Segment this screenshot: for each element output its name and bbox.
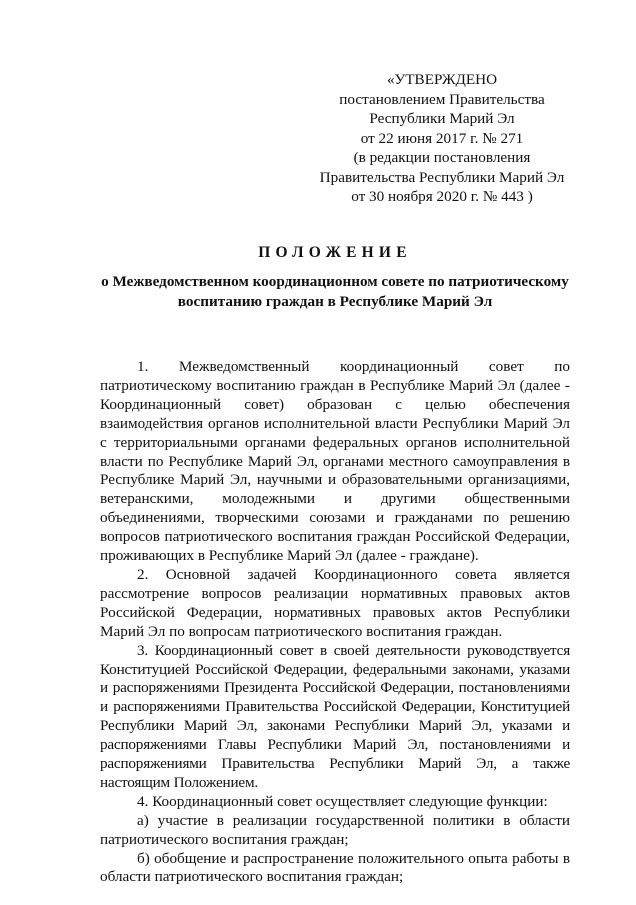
approval-line: Правительства Республики Марий Эл (319, 168, 565, 186)
approval-stamp (318, 70, 566, 207)
document-title: ПОЛОЖЕНИЕ (258, 244, 412, 261)
approval-line: от 22 июня 2017 г. № 271 (360, 129, 524, 147)
paragraph-3: 3. Координационный совет в своей деятельности руководствуется Конституцией Российской Федерации, федеральными законами, указами и распоряжениями Президента Российской Федерации, постановлениями и распоряжениями Правительства Российской Федерации, Конституцией Республики Марий Эл, законами Республики Марий Эл, указами и распоряжениями Главы Республики Марий Эл, постановлениями и распоряжениями Правительства Республики Марий Эл, а также настоящим Положением. (100, 641, 570, 791)
approval-line: Республики Марий Эл (369, 110, 515, 127)
subtitle-line: воспитанию граждан в Республике Марий Эл (177, 292, 493, 310)
subtitle-line: о Межведомственном координационном совете по патриотическому (101, 273, 569, 290)
paragraph-4b: б) обобщение и распространение положительного опыта работы в области патриотического воспитания граждан; (100, 849, 570, 886)
paragraph-4a: а) участие в реализации государственной политики в области патриотического воспитания граждан; (100, 811, 570, 848)
document-body (100, 358, 570, 887)
approval-line: от 30 ноября 2020 г. № 443 ) (351, 188, 533, 205)
approval-line: (в редакции постановления (353, 149, 531, 166)
paragraph-1: 1. Межведомственный координационный совет по патриотическому воспитанию граждан в Республике Марий Эл (далее - Координационный совет) образован с целью обеспечения взаимодействия органов исполнительной власти Республики Марий Эл с территориальными органами федеральных органов исполнительной власти по Республике Марий Эл, органами местного самоуправления в Республике Марий Эл, научными и образовательными организациями, ветеранскими, молодежными и другими общественными объединениями, творческими союзами и гражданами по решению вопросов патриотического воспитания граждан Российской Федерации, проживающих в Республике Марий Эл (далее - граждане). (100, 358, 570, 565)
document-subtitle (100, 272, 570, 311)
approval-line: постановлением Правительства (339, 90, 545, 108)
paragraph-2: 2. Основной задачей Координационного совета является рассмотрение вопросов реализации нормативных правовых актов Российской Федерации, нормативных правовых актов Республики Марий Эл по вопросам патриотического воспитания граждан. (100, 565, 570, 640)
approval-line: «УТВЕРЖДЕНО (386, 71, 498, 88)
paragraph-4: 4. Координационный совет осуществляет следующие функции: (137, 792, 548, 810)
